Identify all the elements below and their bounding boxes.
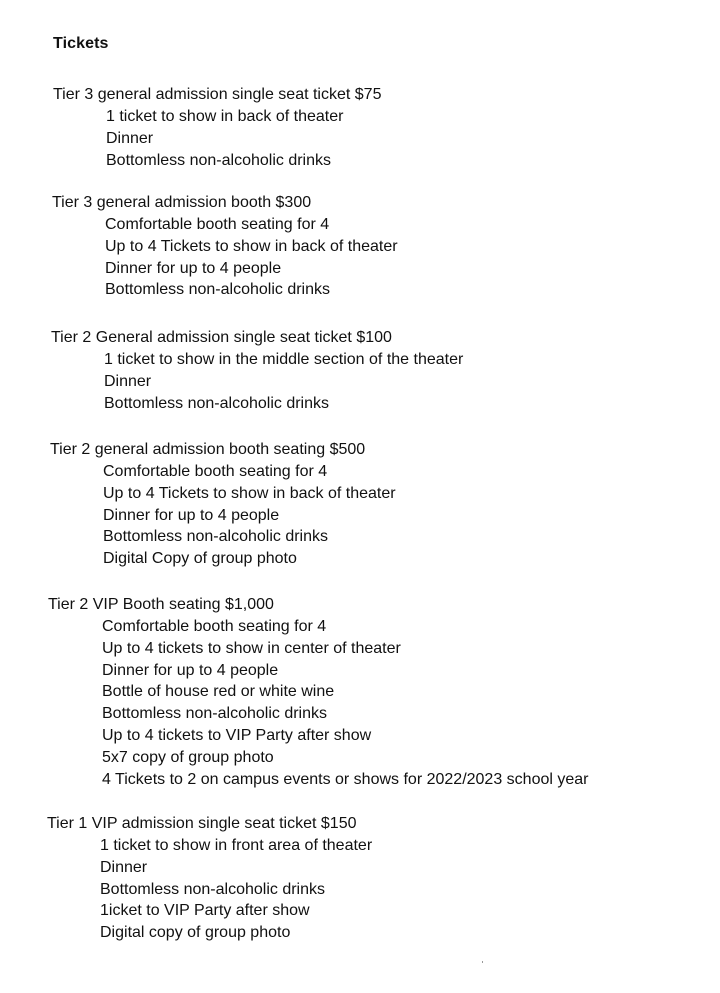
tier-item-list xyxy=(100,835,372,944)
tier-item: Dinner for up to 4 people xyxy=(103,506,280,524)
scan-speck xyxy=(482,961,483,963)
tier-section xyxy=(0,84,381,171)
tier-item-list xyxy=(104,349,463,414)
tier-item: Comfortable booth seating for 4 xyxy=(105,216,330,233)
tier-section xyxy=(0,192,398,301)
tier-heading: Tier 2 VIP Booth seating $1,000 xyxy=(48,596,274,613)
tier-item: Up to 4 tickets to show in center of theater xyxy=(102,639,401,657)
tier-item: Bottomless non-alcoholic drinks xyxy=(100,880,325,898)
tier-item: 1icket to VIP Party after show xyxy=(100,902,310,920)
tier-item: Up to 4 tickets to VIP Party after show xyxy=(102,726,372,744)
tier-item: 5x7 copy of group photo xyxy=(102,748,274,766)
tier-item: Comfortable booth seating for 4 xyxy=(103,463,328,480)
tier-heading: Tier 3 general admission booth $300 xyxy=(52,194,312,211)
tier-item: 4 Tickets to 2 on campus events or shows for 2022/2023 school year xyxy=(102,770,589,788)
tier-item: Dinner xyxy=(106,129,154,147)
tier-section xyxy=(0,594,589,790)
tier-item-list xyxy=(106,106,381,171)
tier-heading: Tier 1 VIP admission single seat ticket $150 xyxy=(47,815,357,832)
tier-section xyxy=(0,327,463,414)
tier-item: 1 ticket to show in front area of theater xyxy=(100,837,373,854)
tier-item: 1 ticket to show in back of theater xyxy=(106,108,344,125)
tier-item: Bottomless non-alcoholic drinks xyxy=(103,528,328,546)
tier-item-list xyxy=(105,214,398,301)
tier-item: Digital copy of group photo xyxy=(100,924,291,942)
tier-section xyxy=(0,439,396,570)
tier-item: Bottle of house red or white wine xyxy=(102,683,335,701)
tier-item: Digital Copy of group photo xyxy=(103,550,297,568)
tier-heading: Tier 2 general admission booth seating $500 xyxy=(50,441,366,458)
tier-item-list xyxy=(102,616,589,790)
tier-item: Up to 4 Tickets to show in back of theater xyxy=(105,237,398,255)
tier-item: Dinner for up to 4 people xyxy=(102,661,279,679)
tier-item: Dinner for up to 4 people xyxy=(105,259,282,277)
tier-heading: Tier 3 general admission single seat ticket $75 xyxy=(53,86,382,103)
tier-item: Dinner xyxy=(104,372,152,390)
tier-item: Up to 4 Tickets to show in back of theater xyxy=(103,484,396,502)
tier-item: Bottomless non-alcoholic drinks xyxy=(102,705,327,723)
tier-item: Bottomless non-alcoholic drinks xyxy=(105,281,330,299)
tier-section xyxy=(0,813,372,944)
tier-item: Comfortable booth seating for 4 xyxy=(102,618,327,635)
tier-item: 1 ticket to show in the middle section of the theater xyxy=(104,351,464,368)
tier-item: Bottomless non-alcoholic drinks xyxy=(106,151,331,169)
tier-heading: Tier 2 General admission single seat ticket $100 xyxy=(51,329,392,346)
document-title: Tickets xyxy=(53,35,109,52)
tier-item-list xyxy=(103,461,396,570)
tier-item: Bottomless non-alcoholic drinks xyxy=(104,394,329,412)
tier-item: Dinner xyxy=(100,858,148,876)
